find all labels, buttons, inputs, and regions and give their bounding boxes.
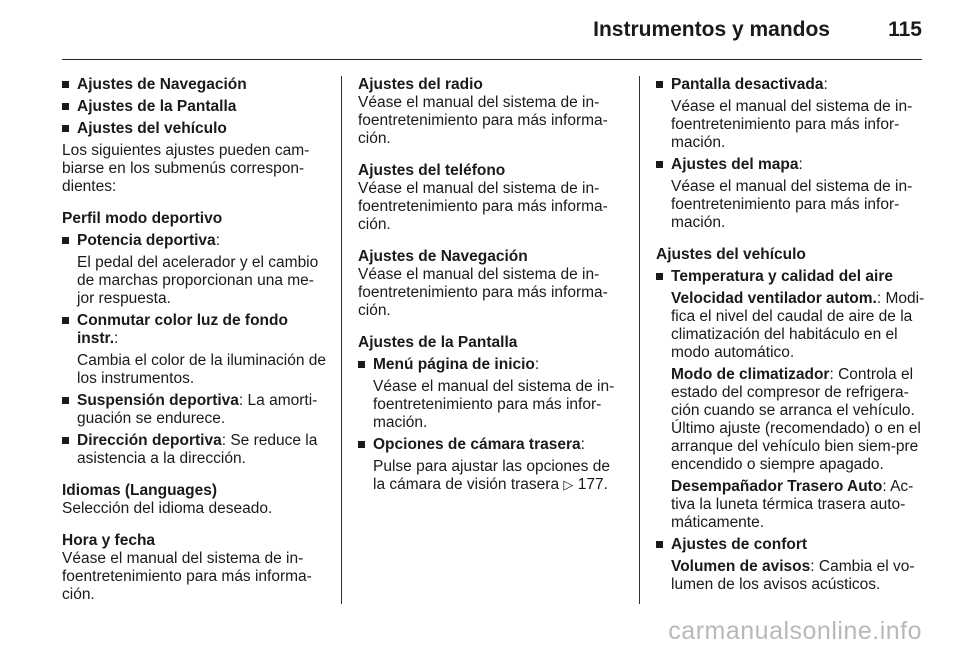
bullet-square-icon — [62, 237, 69, 244]
option-description: Modi-fica el nivel del caudal de aire de la climatización del habitáculo en el modo automático. — [671, 290, 925, 361]
option-label: Menú página de inicio — [373, 356, 535, 373]
bullet-square-icon — [62, 317, 69, 324]
option-description: Véase el manual del sistema de in-foentretenimiento para más infor-mación. — [373, 378, 615, 431]
list-item-label: Ajustes de Navegación — [77, 76, 247, 93]
column-2 — [358, 76, 624, 494]
column-divider — [341, 76, 342, 604]
section-text: Véase el manual del sistema de in-foentretenimiento para más informa-ción. — [62, 550, 312, 603]
bullet-square-icon — [656, 81, 663, 88]
option-label: Opciones de cámara trasera — [373, 436, 581, 453]
bullet-square-icon — [358, 361, 365, 368]
section-heading: Hora y fecha — [62, 532, 156, 549]
section-heading: Ajustes de Navegación — [358, 248, 528, 265]
option-label: Modo de climatizador — [671, 366, 830, 383]
bullet-square-icon — [656, 161, 663, 168]
section-heading: Idiomas (Languages) — [62, 482, 218, 499]
option-description: Cambia el vo-lumen de los avisos acústicos. — [671, 558, 915, 593]
section-heading: Ajustes del teléfono — [358, 162, 506, 179]
bullet-square-icon — [62, 125, 69, 132]
section-text: Véase el manual del sistema de in-foentretenimiento para más informa-ción. — [358, 266, 608, 319]
section-text: Selección del idioma deseado. — [62, 500, 273, 517]
list-item: Conmutar color luz de fondo instr.: Cambia el color de la iluminación de los instrumentos. — [62, 312, 330, 388]
bullet-square-icon — [62, 81, 69, 88]
list-item: Ajustes del mapa: Véase el manual del sistema de in-foentretenimiento para más infor-mación. — [656, 156, 926, 232]
list-item: Suspensión deportiva: La amorti-guación se endurece. — [62, 392, 330, 428]
page-number: 115 — [888, 18, 922, 41]
bullet-square-icon — [62, 397, 69, 404]
list-item-label: Ajustes del vehículo — [77, 120, 227, 137]
bullet-square-icon — [656, 541, 663, 548]
option-label: Temperatura y calidad del aire — [671, 268, 893, 285]
option-description: Pulse para ajustar las opciones de la cámara de visión trasera — [373, 458, 610, 493]
list-item: Potencia deportiva: El pedal del acelerador y el cambio de marchas proporcionan una me-jor respuesta. — [62, 232, 330, 308]
watermark: carmanualsonline.info — [668, 617, 922, 645]
option-label: Potencia deportiva — [77, 232, 216, 249]
page-header — [0, 0, 960, 60]
bullet-square-icon — [62, 103, 69, 110]
option-description: Véase el manual del sistema de in-foentretenimiento para más infor-mación. — [671, 98, 913, 151]
section-heading: Ajustes del vehículo — [656, 246, 806, 263]
option-description: El pedal del acelerador y el cambio de marchas proporcionan una me-jor respuesta. — [77, 254, 319, 307]
arrow-reference-icon: ▷ — [563, 477, 574, 492]
bullet-square-icon — [62, 437, 69, 444]
list-item — [62, 120, 330, 138]
option-label: Dirección deportiva — [77, 432, 222, 449]
option-description: Cambia el color de la iluminación de los instrumentos. — [77, 352, 326, 387]
header-rule — [62, 59, 922, 60]
column-3 — [656, 76, 926, 594]
option-description: La amorti-guación se endurece. — [77, 392, 318, 427]
list-item: Dirección deportiva: Se reduce la asistencia a la dirección. — [62, 432, 330, 468]
list-item: Ajustes de confort Volumen de avisos: Cambia el vo-lumen de los avisos acústicos. — [656, 536, 926, 594]
list-item — [62, 98, 330, 116]
section-text: Véase el manual del sistema de in-foentretenimiento para más informa-ción. — [358, 94, 608, 147]
option-label: Volumen de avisos — [671, 558, 811, 575]
page-title: Instrumentos y mandos — [593, 18, 830, 41]
option-label: Desempañador Trasero Auto — [671, 478, 883, 495]
option-label: Velocidad ventilador autom. — [671, 290, 877, 307]
option-label: Ajustes del mapa — [671, 156, 799, 173]
option-label: Ajustes de confort — [671, 536, 808, 553]
list-item: Temperatura y calidad del aire Velocidad ventilador autom.: Modi-fica el nivel del caudal de aire de la climatización del habitáculo en el modo automático. Modo de climatizador: Controla el estado del compresor de refrigera-ción cuando se arranca el vehículo. Último ajuste (recomendado) o en el arranque del vehículo bien siem-pre encendido o siempre apagado. Desempañador Trasero Auto: Ac-tiva la luneta térmica trasera auto-máticamente. — [656, 268, 926, 532]
option-label: Conmutar color luz de fondo instr. — [77, 312, 288, 347]
list-item — [62, 76, 330, 94]
option-label: Suspensión deportiva — [77, 392, 239, 409]
option-label: Pantalla desactivada — [671, 76, 824, 93]
option-description: Controla el estado del compresor de refrigera-ción cuando se arranca el vehículo. Último ajuste (recomendado) o en el arranque del vehículo bien siem-pre encendido o siempre apagado. — [671, 366, 921, 473]
intro-text: Los siguientes ajustes pueden cam-biarse en los submenús correspon-dientes: — [62, 142, 310, 195]
page-reference[interactable]: 177. — [577, 476, 608, 493]
section-heading: Perfil modo deportivo — [62, 210, 223, 227]
list-item: Opciones de cámara trasera: Pulse para ajustar las opciones de la cámara de visión trasera ▷ 177. — [358, 436, 624, 494]
section-text: Véase el manual del sistema de in-foentretenimiento para más informa-ción. — [358, 180, 608, 233]
column-divider — [639, 76, 640, 604]
section-heading: Ajustes del radio — [358, 76, 483, 93]
list-item: Pantalla desactivada: Véase el manual del sistema de in-foentretenimiento para más infor-mación. — [656, 76, 926, 152]
option-description: Se reduce la asistencia a la dirección. — [77, 432, 318, 467]
bullet-square-icon — [656, 273, 663, 280]
section-heading: Ajustes de la Pantalla — [358, 334, 518, 351]
list-item: Menú página de inicio: Véase el manual del sistema de in-foentretenimiento para más infor-mación. — [358, 356, 624, 432]
option-description: Ac-tiva la luneta térmica trasera auto-máticamente. — [671, 478, 914, 531]
list-item-label: Ajustes de la Pantalla — [77, 98, 237, 115]
column-1 — [62, 76, 330, 604]
bullet-square-icon — [358, 441, 365, 448]
option-description: Véase el manual del sistema de in-foentretenimiento para más infor-mación. — [671, 178, 913, 231]
